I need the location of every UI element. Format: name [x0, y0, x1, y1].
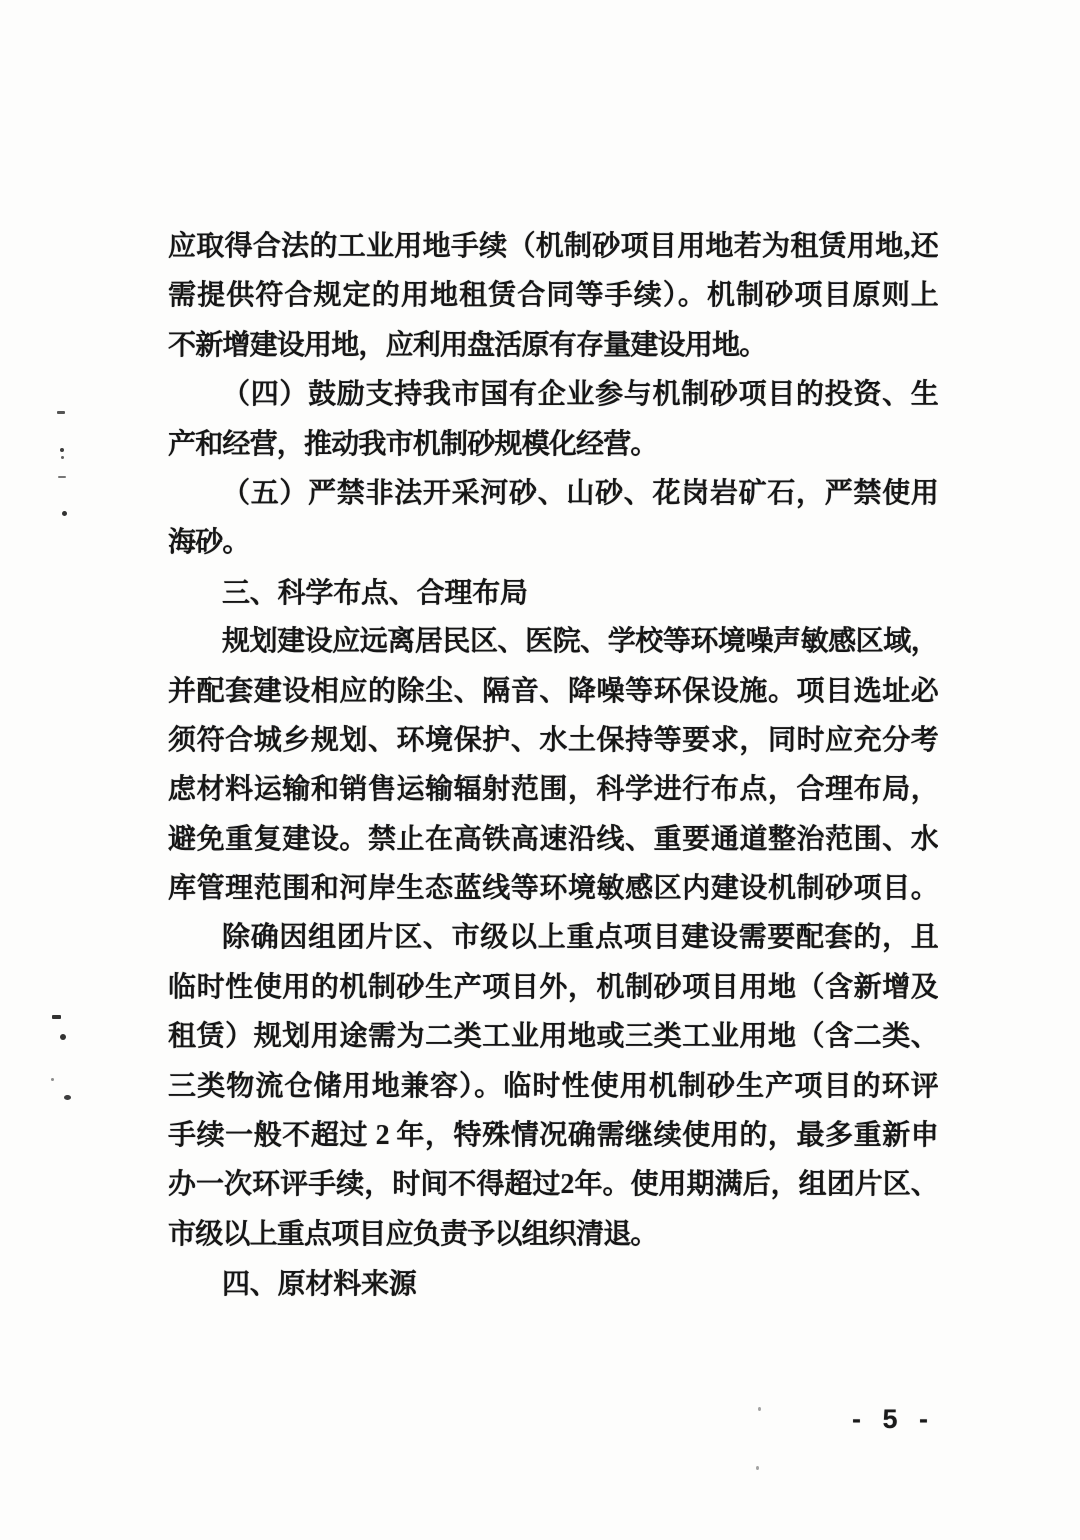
- body-line: 需提供符合规定的用地租赁合同等手续）。机制砂项目原则上: [168, 280, 938, 312]
- body-line: 除确因组团片区、市级以上重点项目建设需要配套的，且: [222, 922, 938, 954]
- document-body: [168, 222, 938, 1309]
- scan-speck: [52, 1015, 61, 1019]
- scan-speck: [51, 1078, 54, 1081]
- body-line: 不新增建设用地，应利用盘活原有存量建设用地。: [168, 329, 767, 361]
- body-line: 规划建设应远离居民区、医院、学校等环境噪声敏感区域，: [222, 626, 938, 658]
- scan-speck: [758, 1407, 761, 1411]
- scan-speck: [64, 1095, 71, 1100]
- scan-speck: [61, 456, 64, 459]
- scan-speck: [60, 448, 64, 452]
- body-line: 库管理范围和河岸生态蓝线等环境敏感区内建设机制砂项目。: [168, 873, 938, 905]
- body-line: 并配套建设相应的除尘、隔音、降噪等环保设施。项目选址必: [168, 675, 938, 707]
- section-heading-3: 三、科学布点、合理布局: [222, 576, 528, 608]
- body-line: 三类物流仓储用地兼容）。临时性使用机制砂生产项目的环评: [168, 1070, 938, 1102]
- scan-speck: [60, 1034, 66, 1040]
- page-number: - 5 -: [852, 1404, 936, 1434]
- body-line: 租赁）规划用途需为二类工业用地或三类工业用地（含二类、: [168, 1021, 938, 1053]
- body-line: 避免重复建设。禁止在高铁高速沿线、重要通道整治范围、水: [168, 823, 938, 855]
- body-line: 临时性使用的机制砂生产项目外，机制砂项目用地（含新增及: [168, 971, 938, 1003]
- body-line: 市级以上重点项目应负责予以组织清退。: [168, 1218, 658, 1250]
- section-heading-4: 四、原材料来源: [222, 1268, 417, 1300]
- body-line: （五）严禁非法开采河砂、山砂、花岗岩矿石，严禁使用: [222, 477, 938, 509]
- scan-speck: [58, 476, 66, 478]
- body-line: 办一次环评手续，时间不得超过2年。使用期满后，组团片区、: [168, 1169, 938, 1201]
- body-line: （四）鼓励支持我市国有企业参与机制砂项目的投资、生: [222, 379, 938, 411]
- body-line: 手续一般不超过 2 年，特殊情况确需继续使用的，最多重新申: [168, 1120, 938, 1152]
- body-line: 应取得合法的工业用地手续（机制砂项目用地若为租赁用地,还: [168, 231, 938, 262]
- scan-speck: [57, 411, 65, 414]
- scan-speck: [756, 1466, 759, 1470]
- body-line: 海砂。: [168, 527, 250, 559]
- scan-speck: [62, 511, 67, 516]
- body-line: 产和经营，推动我市机制砂规模化经营。: [168, 428, 658, 460]
- body-line: 须符合城乡规划、环境保护、水土保持等要求，同时应充分考: [168, 724, 938, 756]
- body-line: 虑材料运输和销售运输辐射范围，科学进行布点，合理布局，: [168, 774, 938, 806]
